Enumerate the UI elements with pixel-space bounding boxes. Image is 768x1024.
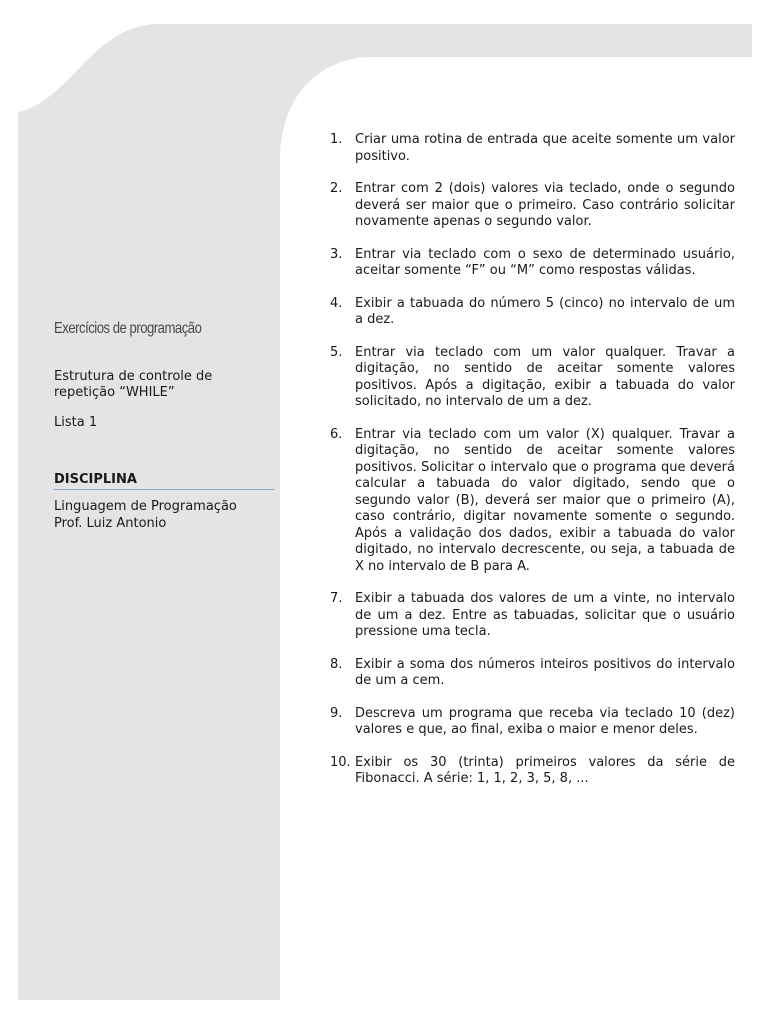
exercise-item: [330, 345, 735, 411]
exercise-number: 7.: [330, 591, 343, 606]
sidebar-title: Exercícios de programação: [54, 320, 202, 337]
discipline-header: DISCIPLINA: [54, 472, 274, 490]
discipline-name: Linguagem de Programação: [54, 499, 237, 514]
exercise-content: [330, 132, 735, 804]
exercise-item: [330, 427, 735, 576]
sidebar-subtitle: Estrutura de controle de repetição “WHILE”: [54, 369, 213, 400]
exercise-text: Exibir a tabuada dos valores de um a vinte, no intervalo de um a dez. Entre as tabuadas, solicitar que o usuário pressione uma tecla.: [355, 591, 735, 639]
sidebar-list-label: Lista 1: [54, 415, 98, 430]
exercise-text: Exibir a tabuada do número 5 (cinco) no intervalo de um a dez.: [355, 295, 735, 327]
exercise-number: 9.: [330, 705, 343, 721]
exercise-item: [330, 247, 735, 280]
exercise-number: 8.: [330, 656, 343, 672]
exercise-number: 2.: [330, 181, 343, 196]
professor-name: Prof. Luiz Antonio: [54, 516, 167, 531]
exercise-item: [330, 755, 735, 788]
sidebar: [54, 320, 274, 532]
exercise-text: Entrar com 2 (dois) valores via teclado, onde o segundo deverá ser maior que o primeiro. Caso contrário solicitar novamente apenas o segundo valor.: [355, 181, 735, 229]
exercise-text: Exibir os 30 (trinta) primeiros valores da série de Fibonacci. A série: 1, 1, 2, 3, 5, 8, ...: [355, 754, 735, 786]
exercise-number: 1.: [330, 132, 343, 147]
exercise-item: [330, 296, 735, 329]
exercise-text: Entrar via teclado com o sexo de determinado usuário, aceitar somente “F” ou “M” como respostas válidas.: [355, 246, 735, 278]
exercise-list: [330, 132, 735, 788]
exercise-text: Entrar via teclado com um valor (X) qualquer. Travar a digitação, no sentido de aceitar somente valores positivos. Solicitar o intervalo que o programa que deverá calcular a tabuada do valor digitado, sendo que o segundo valor (B), deverá ser maior que o primeiro (A), caso contrário, digitar novamente somente o segundo. Após a validação dos dados, exibir a tabuada do valor digitado, no intervalo decrescente, ou seja, a tabuada de X no intervalo de B para A.: [355, 426, 735, 574]
exercise-text: Descreva um programa que receba via teclado 10 (dez) valores e que, ao final, exiba o maior e menor deles.: [355, 705, 735, 737]
exercise-number: 10.: [330, 754, 351, 770]
exercise-item: [330, 132, 735, 165]
discipline-info: [54, 498, 274, 532]
exercise-item: [330, 706, 735, 739]
exercise-text: Entrar via teclado com um valor qualquer. Travar a digitação, no sentido de aceitar somente valores positivos. Após a digitação, exibir a tabuada do valor solicitado, no intervalo de um a dez.: [355, 344, 735, 409]
exercise-number: 3.: [330, 246, 343, 262]
exercise-number: 6.: [330, 426, 343, 442]
exercise-text: Criar uma rotina de entrada que aceite somente um valor positivo.: [355, 132, 735, 164]
exercise-text: Exibir a soma dos números inteiros positivos do intervalo de um a cem.: [355, 656, 735, 688]
exercise-number: 4.: [330, 295, 343, 311]
exercise-number: 5.: [330, 344, 343, 360]
exercise-item: [330, 657, 735, 690]
exercise-item: [330, 181, 735, 231]
exercise-item: [330, 591, 735, 641]
